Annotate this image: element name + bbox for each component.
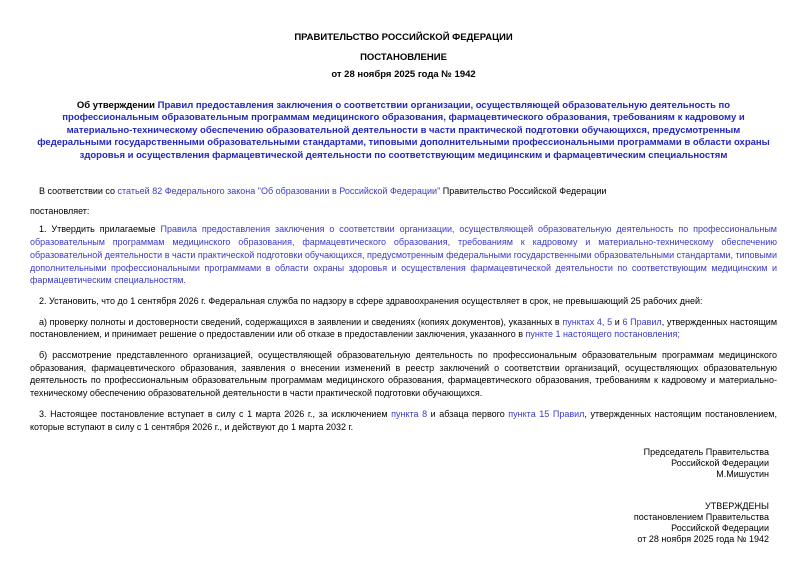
point-6-rules-link[interactable]: 6 Правил xyxy=(622,316,662,327)
approved-rules-link[interactable]: Правила предоставления заключения о соответствии организации, осуществляющей образовательную деятельность по профессиональным образовательным программам медицинского образования, фармацевтического образования, требованиям к кадровому и материально-техническому обеспечению образовательной деятельности в части практической подготовки обучающихся, предусмотренным федеральными государственными образовательными стандартами, типовыми дополнительными профессиональными программами в области охраны здоровья и осуществления фармацевтической деятельности по соответствующим медицинским и фармацевтическим специальностям. xyxy=(30,224,777,286)
document-header xyxy=(30,31,777,81)
government-title: ПРАВИТЕЛЬСТВО РОССИЙСКОЙ ФЕДЕРАЦИИ xyxy=(294,32,513,43)
doc-date-number: от 28 ноября 2025 года № 1942 xyxy=(331,69,476,80)
clause-2-sub-a xyxy=(30,316,777,341)
point-1-resolution-link[interactable]: пункте 1 настоящего постановления; xyxy=(525,329,680,340)
resolves-line: постановляет: xyxy=(30,205,90,216)
clause-2-sub-b: б) рассмотрение представленного организацией, осуществляющей образовательную деятельность по профессиональным образовательным программам медицинского образования, фармацевтического образования, заявления о внесении изменений в реестр заключений о соответствии организаций, осуществляющих образовательную деятельность по профессиональным образовательным программам медицинского образования, фармацевтического образования, требованиям к кадровому и материально-техническому обеспечению образовательной деятельности в части практической подготовки обучающихся. xyxy=(30,350,777,399)
doc-title-prefix: Об утверждении xyxy=(76,100,158,111)
sub-a-text-1: а) проверку полноты и достоверности сведений, содержащихся в заявлении и сведениях (копиях документов), указанных в xyxy=(39,316,563,327)
approval-date-number: от 28 ноября 2025 года № 1942 xyxy=(637,534,769,545)
clause-3-text-2: и абзаца первого xyxy=(427,408,509,419)
approval-label: УТВЕРЖДЕНЫ xyxy=(705,501,769,512)
signature-position-line-2: Российской Федерации xyxy=(671,458,769,469)
clause-1 xyxy=(30,223,777,287)
approval-block xyxy=(30,501,769,545)
sub-a-text-3: , утвержденных настоящим постановлением, и принимает решение о предоставлении или об отказе в предоставлении заключения, указанного в xyxy=(30,316,778,340)
signature-position-line-1: Председатель Правительства xyxy=(643,447,769,458)
point-15-rules-link[interactable]: пункта 15 Правил xyxy=(508,408,585,419)
preamble-text-before: В соответствии со xyxy=(39,186,118,197)
signature-name: М.Мишустин xyxy=(716,469,769,480)
doc-title xyxy=(30,100,777,162)
sub-a-text-2: и xyxy=(612,316,623,327)
points-4-5-link[interactable]: пунктах 4, 5 xyxy=(562,316,613,327)
point-8-link[interactable]: пункта 8 xyxy=(391,408,428,419)
law-article-82-link[interactable]: статьей 82 Федерального закона "Об образовании в Российской Федерации" xyxy=(117,186,441,197)
approval-by-line: постановлением Правительства xyxy=(633,512,769,523)
preamble-text-after: Правительство Российской Федерации xyxy=(440,186,607,197)
clause-2: 2. Установить, что до 1 сентября 2026 г. Федеральная служба по надзору в сфере здравоохранения осуществляет в срок, не превышающий 25 рабочих дней: xyxy=(39,295,703,306)
doc-type-title: ПОСТАНОВЛЕНИЕ xyxy=(360,52,447,63)
approval-gov-line: Российской Федерации xyxy=(671,523,769,534)
rules-title-link[interactable]: Правил предоставления заключения о соответствии организации, осуществляющей образовательную деятельность по профессиональным образовательным программам медицинского образования, фармацевтического образования, требованиям к кадровому и материально-техническому обеспечению образовательной деятельности в части практической подготовки обучающихся, предусмотренным федеральными государственными образовательными стандартами, типовыми дополнительными профессиональными программами в области охраны здоровья и осуществления фармацевтической деятельности по соответствующим медицинским и фармацевтическим специальностям xyxy=(37,100,770,161)
clause-3-text-1: 3. Настоящее постановление вступает в силу с 1 марта 2026 г., за исключением xyxy=(39,408,392,419)
clause-3 xyxy=(30,408,777,433)
clause-3-text-3: , утвержденных настоящим постановлением, которые вступают в силу с 1 сентября 2026 г., и действуют до 1 марта 2032 г. xyxy=(30,408,777,432)
clause-1-text-before: 1. Утвердить прилагаемые xyxy=(39,224,161,235)
signature-block xyxy=(30,447,769,480)
preamble-paragraph xyxy=(30,185,777,198)
